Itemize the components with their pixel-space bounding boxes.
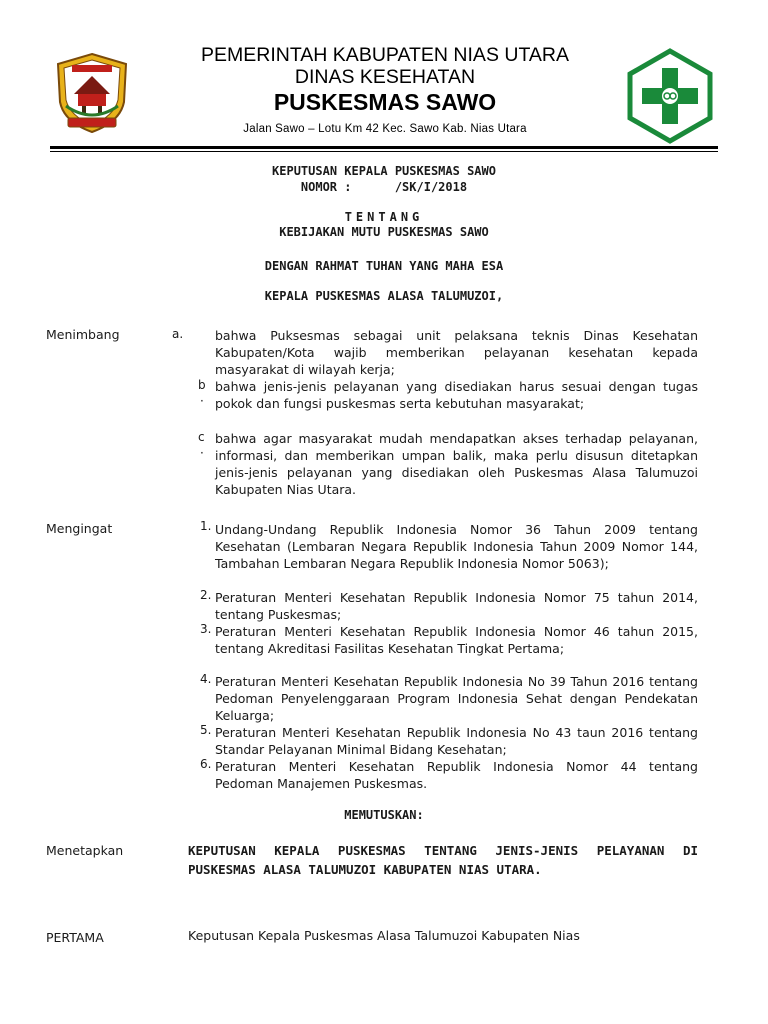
menimbang-mark-c: c bbox=[198, 430, 205, 444]
letterhead-government: PEMERINTAH KABUPATEN NIAS UTARA bbox=[200, 44, 570, 66]
mengingat-label: Mengingat bbox=[46, 521, 113, 536]
mengingat-item-6: Peraturan Menteri Kesehatan Republik Indonesia Nomor 44 tentang Pedoman Manajemen Puskesmas. bbox=[215, 759, 698, 791]
menimbang-item-a: bahwa Puksesmas sebagai unit pelaksana teknis Dinas Kesehatan Kabupaten/Kota wajib memberikan pelayanan kesehatan kepada masyarakat di wilayah kerja; bbox=[215, 328, 698, 377]
decree-subject: KEBIJAKAN MUTU PUSKESMAS SAWO bbox=[279, 225, 489, 239]
letterhead-divider-thick bbox=[50, 146, 718, 149]
menetapkan-text: KEPUTUSAN KEPALA PUSKESMAS TENTANG JENIS-JENIS PELAYANAN DI PUSKESMAS ALASA TALUMUZOI KABUPATEN NIAS UTARA. bbox=[188, 843, 698, 877]
letterhead-divider-thin bbox=[50, 151, 718, 152]
memutuskan-heading: MEMUTUSKAN: bbox=[344, 808, 424, 822]
mengingat-item-3: Peraturan Menteri Kesehatan Republik Indonesia Nomor 46 tahun 2015, tentang Akreditasi Fasilitas Kesehatan Tingkat Pertama; bbox=[215, 624, 698, 656]
menimbang-mark-b: b bbox=[198, 378, 206, 392]
menetapkan-label: Menetapkan bbox=[46, 843, 124, 858]
mengingat-item-2: Peraturan Menteri Kesehatan Republik Indonesia Nomor 75 tahun 2014, tentang Puskesmas; bbox=[215, 590, 698, 622]
menimbang-mark-a: a. bbox=[172, 327, 184, 341]
menimbang-mark-b-dot: · bbox=[200, 394, 204, 408]
mengingat-item-1: Undang-Undang Republik Indonesia Nomor 36 Tahun 2009 tentang Kesehatan (Lembaran Negara Republik Indonesia Tahun 2009 Nomor 144, Tambahan Lembaran Negara Republik Indonesia Nomor 5063); bbox=[215, 522, 698, 571]
mengingat-item-5: Peraturan Menteri Kesehatan Republik Indonesia No 43 taun 2016 tentang Standar Pelayanan Minimal Bidang Kesehatan; bbox=[215, 725, 698, 757]
puskesmas-cross-icon bbox=[626, 48, 714, 144]
mengingat-mark-2: 2. bbox=[200, 588, 212, 602]
mengingat-mark-5: 5. bbox=[200, 723, 212, 737]
mengingat-mark-6: 6. bbox=[200, 757, 212, 771]
menimbang-label: Menimbang bbox=[46, 327, 120, 342]
letterhead-department: DINAS KESEHATAN bbox=[294, 66, 476, 88]
mengingat-item-4: Peraturan Menteri Kesehatan Republik Indonesia No 39 Tahun 2016 tentang Pedoman Penyelenggaraan Program Indonesia Sehat dengan Pendekatan Keluarga; bbox=[215, 674, 698, 723]
letterhead-puskesmas: PUSKESMAS SAWO bbox=[273, 89, 497, 115]
decree-number: NOMOR : /SK/I/2018 bbox=[300, 180, 468, 194]
mengingat-mark-4: 4. bbox=[200, 672, 212, 686]
menimbang-item-c: bahwa agar masyarakat mudah mendapatkan akses terhadap pelayanan, informasi, dan memberikan umpan balik, maka perlu disusun ditetapkan jenis-jenis pelayanan yang disediakan oleh Puskesmas Alasa Talumuzoi Kabupaten Nias Utara. bbox=[215, 431, 698, 497]
regency-emblem-icon bbox=[50, 50, 134, 136]
menimbang-item-b: bahwa jenis-jenis pelayanan yang disediakan harus sesuai dengan tugas pokok dan fungsi puskesmas serta kebutuhan masyarakat; bbox=[215, 379, 698, 411]
mengingat-mark-1: 1. bbox=[200, 519, 212, 533]
menimbang-mark-c-dot: · bbox=[200, 446, 204, 460]
blessing-line: DENGAN RAHMAT TUHAN YANG MAHA ESA bbox=[264, 259, 504, 273]
mengingat-mark-3: 3. bbox=[200, 622, 212, 636]
decree-title: KEPUTUSAN KEPALA PUSKESMAS SAWO bbox=[272, 164, 496, 178]
pertama-label: PERTAMA bbox=[46, 930, 104, 945]
letterhead-address: Jalan Sawo – Lotu Km 42 Kec. Sawo Kab. Nias Utara bbox=[243, 123, 527, 135]
pertama-text: Keputusan Kepala Puskesmas Alasa Talumuzoi Kabupaten Nias bbox=[188, 928, 580, 943]
decree-head: KEPALA PUSKESMAS ALASA TALUMUZOI, bbox=[264, 289, 504, 303]
tentang-heading: TENTANG bbox=[344, 210, 424, 224]
letterhead bbox=[150, 44, 620, 136]
